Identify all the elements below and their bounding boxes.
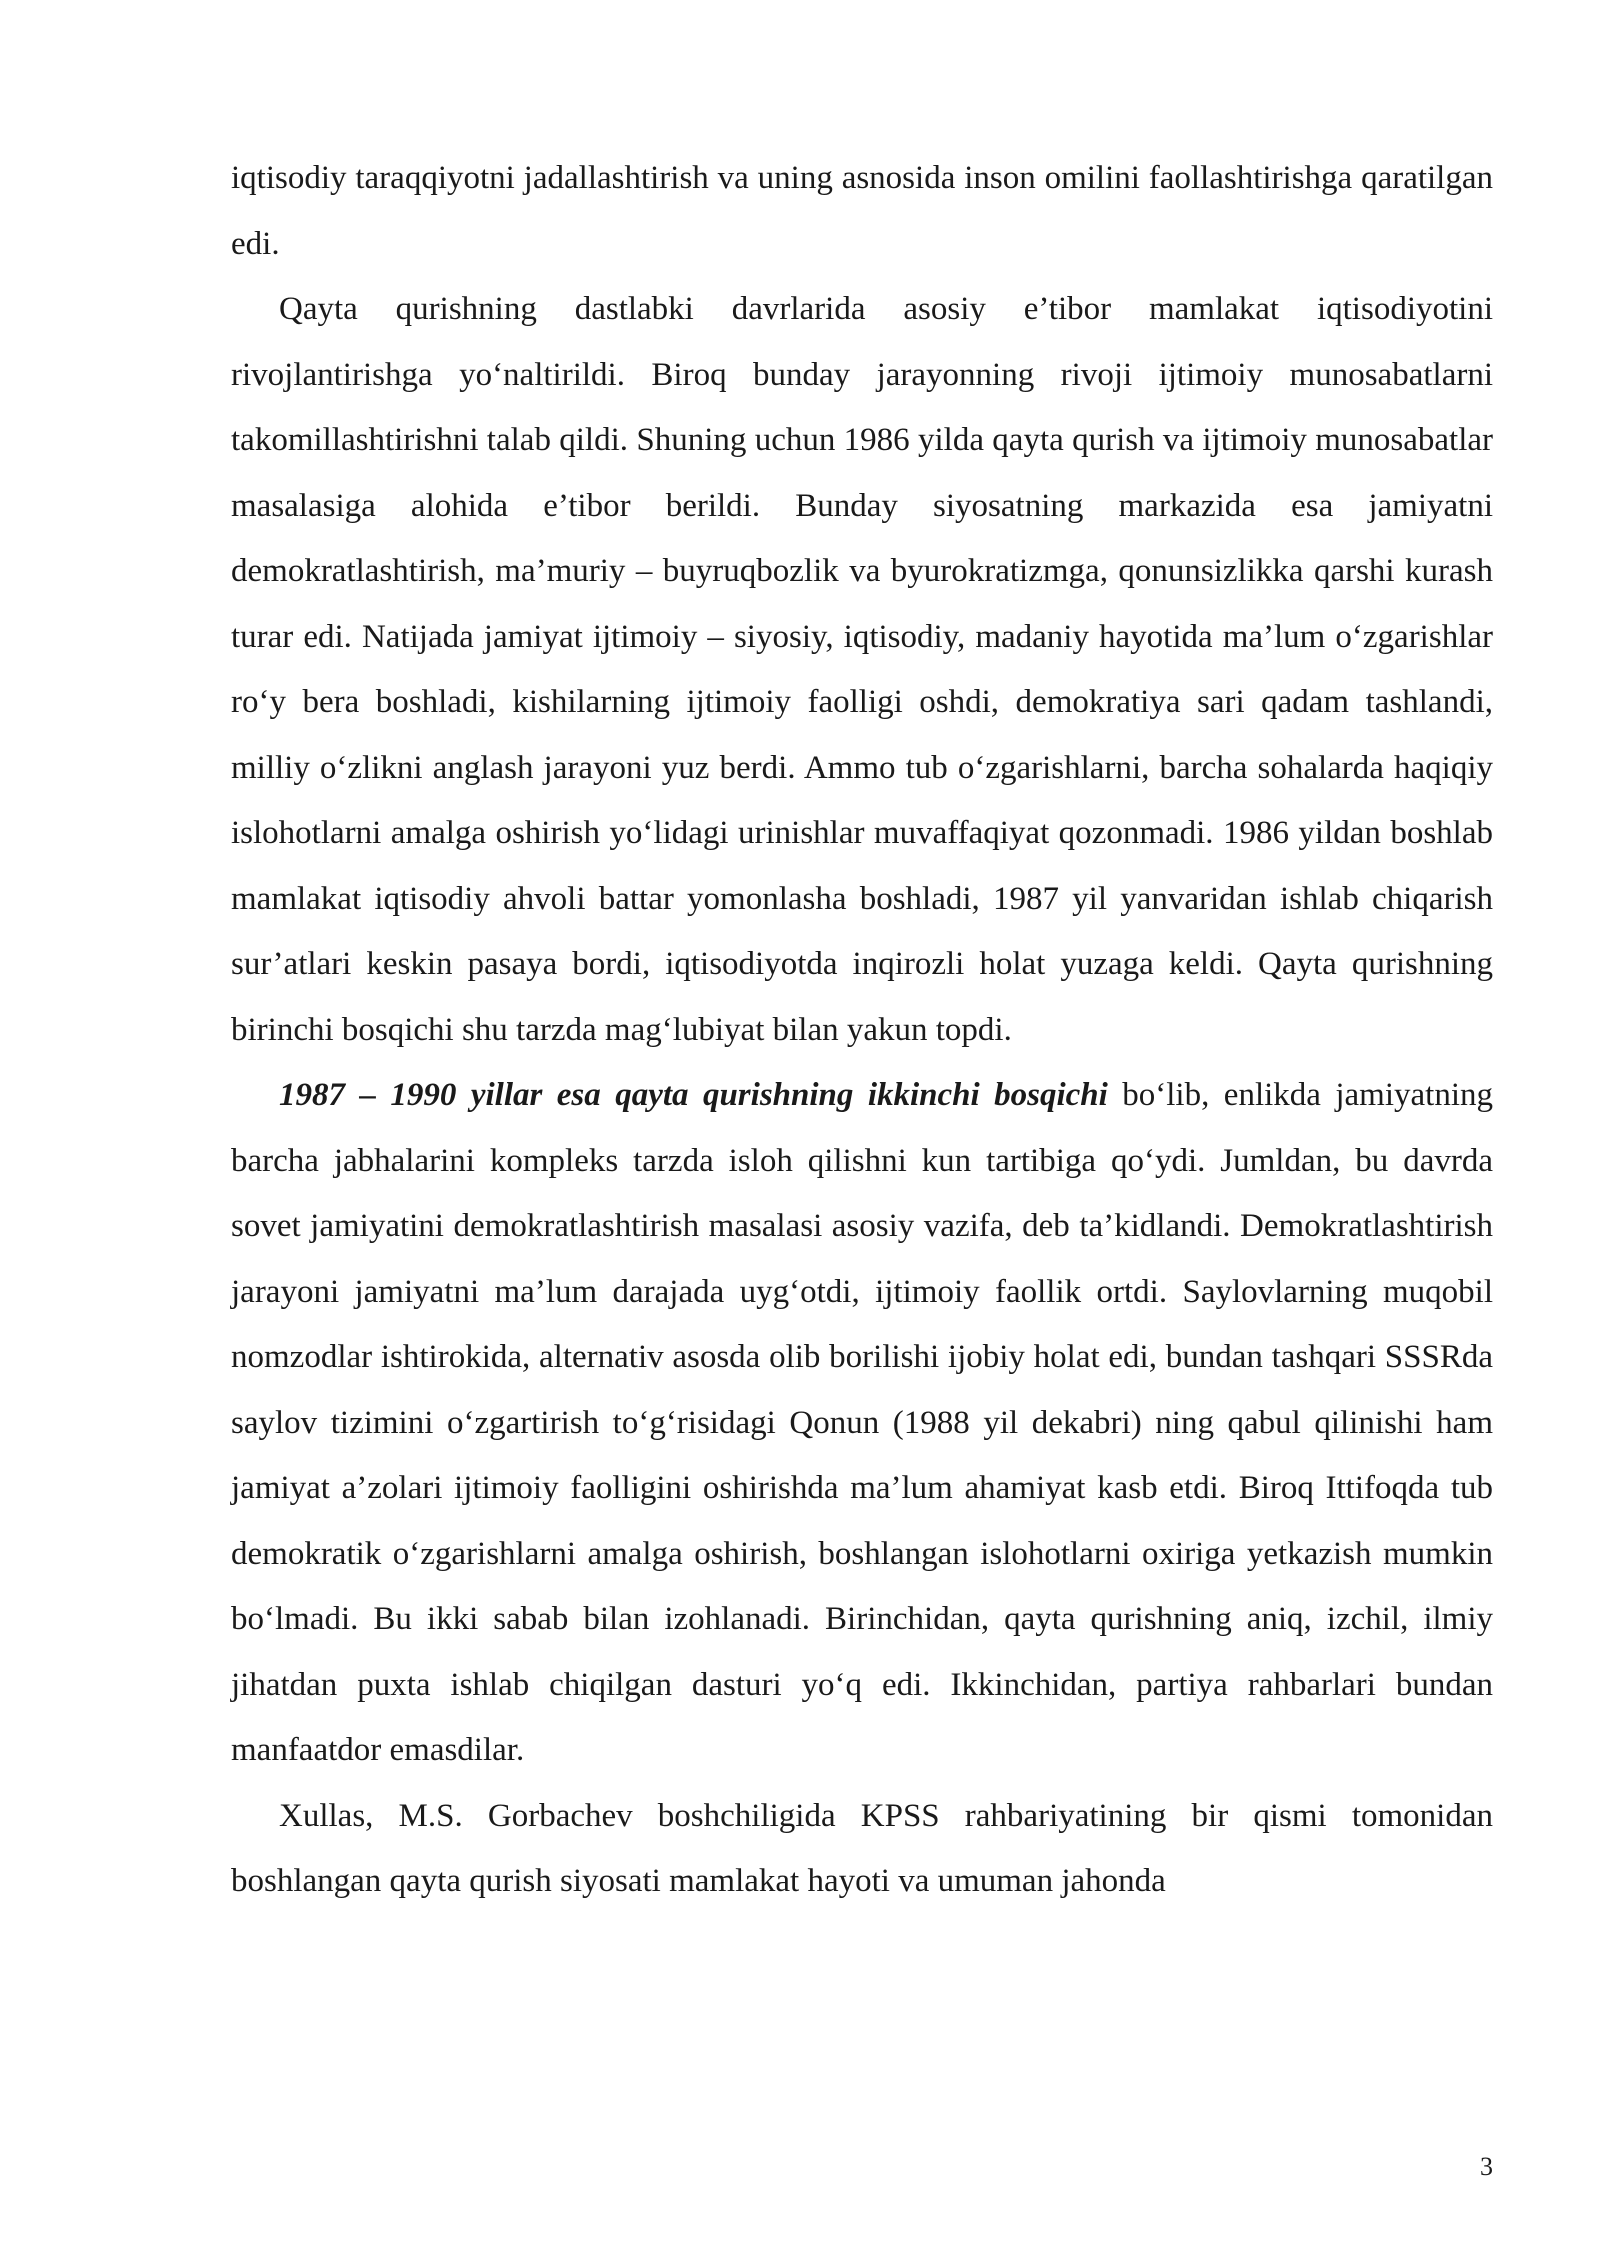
- page-number: 3: [1480, 2152, 1493, 2181]
- paragraph-3-emphasis: 1987 – 1990 yillar esa qayta qurishning ikkinchi bosqichi: [279, 1077, 1108, 1113]
- paragraph-3-text: bo‘lib, enlikda jamiyatning barcha jabhalarini kompleks tarzda isloh qilishni kun tartibiga qo‘ydi. Jumldan, bu davrda sovet jamiyatini demokratlashtirish masalasi asosiy vazifa, deb ta’kidlandi. Demokratlashtirish jarayoni jamiyatni ma’lum darajada uyg‘otdi, ijtimoiy faollik ortdi. Saylovlarning muqobil nomzodlar ishtirokida, alternativ asosda olib borilishi ijobiy holat edi, bundan tashqari SSSRda saylov tizimini o‘zgartirish to‘g‘risidagi Qonun (1988 yil dekabri) ning qabul qilinishi ham jamiyat a’zolari ijtimoiy faolligini oshirishda ma’lum ahamiyat kasb etdi. Biroq Ittifoqda tub demokratik o‘zgarishlarni amalga oshirish, boshlangan islohotlarni oxiriga yetkazish mumkin bo‘lmadi. Bu ikki sabab bilan izohlanadi. Birinchidan, qayta qurishning aniq, izchil, ilmiy jihatdan puxta ishlab chiqilgan dasturi yo‘q edi. Ikkinchidan, partiya rahbarlari bundan manfaatdor emasdilar.: [231, 1077, 1494, 1768]
- paragraph-1: iqtisodiy taraqqiyotni jadallashtirish va uning asnosida inson omilini faollashtirishga qaratilgan edi.: [231, 160, 1493, 262]
- paragraph-3: [231, 1063, 1493, 1784]
- paragraph-2: Qayta qurishning dastlabki davrlarida asosiy e’tibor mamlakat iqtisodiyotini rivojlantirishga yo‘naltirildi. Biroq bunday jarayonning rivoji ijtimoiy munosabatlarni takomillashtirishni talab qildi. Shuning uchun 1986 yilda qayta qurish va ijtimoiy munosabatlar masalasiga alohida e’tibor berildi. Bunday siyosatning markazida esa jamiyatni demokratlashtirish, ma’muriy – buyruqbozlik va byurokratizmga, qonunsizlikka qarshi kurash turar edi. Natijada jamiyat ijtimoiy – siyosiy, iqtisodiy, madaniy hayotida ma’lum o‘zgarishlar ro‘y bera boshladi, kishilarning ijtimoiy faolligi oshdi, demokratiya sari qadam tashlandi, milliy o‘zlikni anglash jarayoni yuz berdi. Ammo tub o‘zgarishlarni, barcha sohalarda haqiqiy islohotlarni amalga oshirish yo‘lidagi urinishlar muvaffaqiyat qozonmadi. 1986 yildan boshlab mamlakat iqtisodiy ahvoli battar yomonlasha boshladi, 1987 yil yanvaridan ishlab chiqarish sur’atlari keskin pasaya bordi, iqtisodiyotda inqirozli holat yuzaga keldi. Qayta qurishning birinchi bosqichi shu tarzda mag‘lubiyat bilan yakun topdi.: [231, 291, 1493, 1048]
- body-text: [231, 146, 1493, 1915]
- paragraph-4: Xullas, M.S. Gorbachev boshchiligida KPSS rahbariyatining bir qismi tomonidan boshlangan qayta qurish siyosati mamlakat hayoti va umuman jahonda: [231, 1797, 1493, 1899]
